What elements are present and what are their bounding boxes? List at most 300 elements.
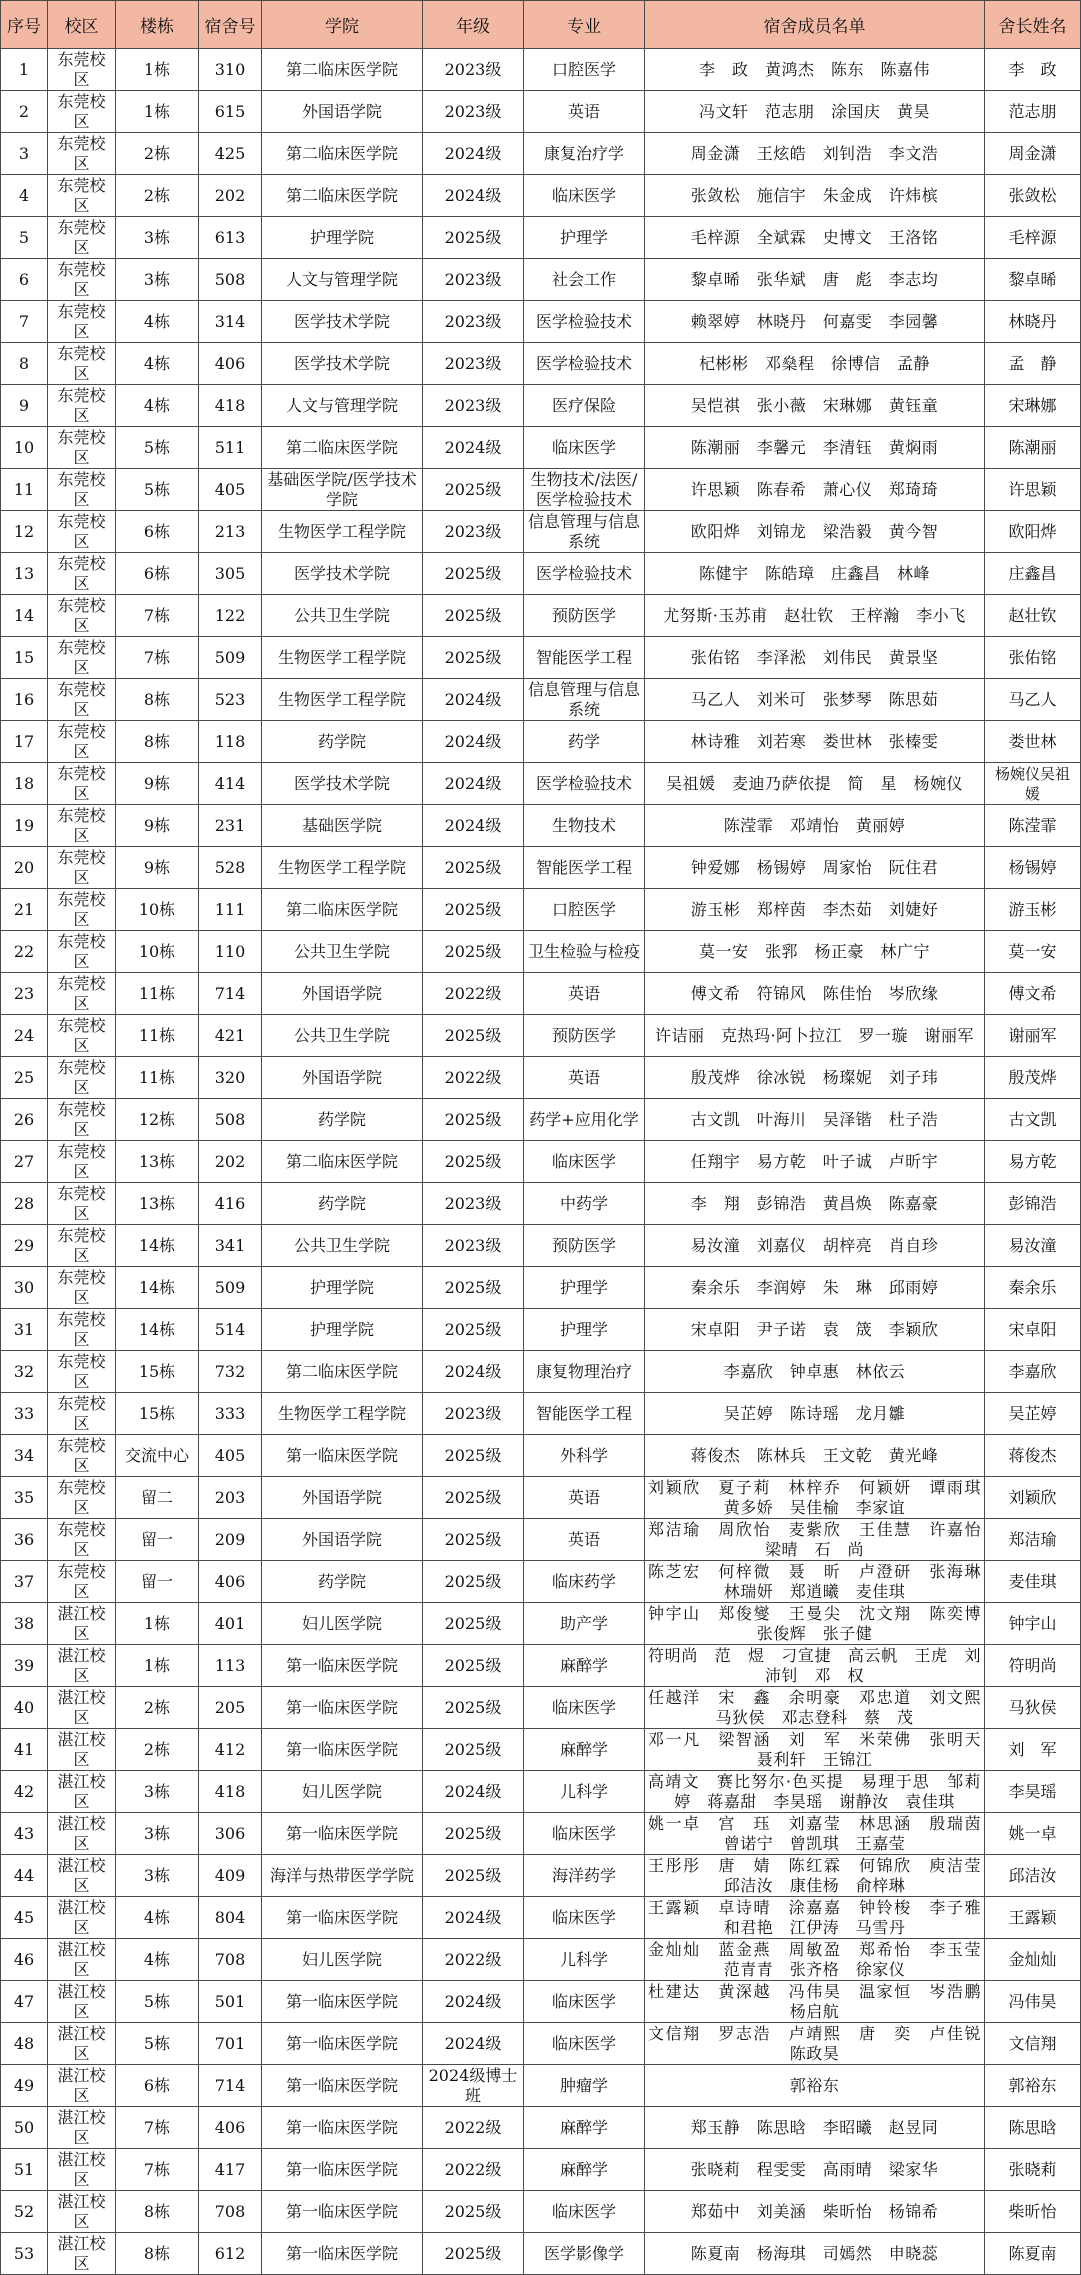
table-row [1,847,1081,889]
grade-cell: 2025级 [423,931,524,973]
college-cell: 基础医学院 [262,805,423,847]
campus-cell: 东莞校区 [48,343,116,385]
members-cell: 蒋俊杰 陈林兵 王文乾 黄光峰 [645,1435,985,1477]
members-cell: 游玉彬 郑梓茵 李杰茹 刘婕好 [645,889,985,931]
members-cell: 郭裕东 [645,2065,985,2107]
table-row [1,469,1081,511]
building-cell: 6栋 [116,553,199,595]
major-cell: 预防医学 [524,1015,645,1057]
leader-cell: 郑洁瑜 [985,1519,1081,1561]
major-cell: 生物技术 [524,805,645,847]
campus-cell: 湛江校区 [48,2107,116,2149]
table-row [1,721,1081,763]
grade-cell: 2025级 [423,847,524,889]
grade-cell: 2025级 [423,1561,524,1603]
building-cell: 2栋 [116,175,199,217]
table-row [1,1099,1081,1141]
college-cell: 第一临床医学院 [262,1435,423,1477]
building-cell: 1栋 [116,49,199,91]
major-cell: 麻醉学 [524,2149,645,2191]
building-cell: 5栋 [116,1981,199,2023]
table-row [1,1141,1081,1183]
college-cell: 生物医学工程学院 [262,1393,423,1435]
building-cell: 11栋 [116,1015,199,1057]
room-cell: 202 [199,1141,262,1183]
table-row [1,91,1081,133]
room-cell: 425 [199,133,262,175]
col-header-leader: 舍长姓名 [985,1,1081,49]
row-index: 47 [1,1981,48,2023]
grade-cell: 2025级 [423,469,524,511]
table-row [1,889,1081,931]
room-cell: 409 [199,1855,262,1897]
college-cell: 公共卫生学院 [262,1225,423,1267]
campus-cell: 东莞校区 [48,553,116,595]
leader-cell: 彭锦浩 [985,1183,1081,1225]
grade-cell: 2025级 [423,1519,524,1561]
row-index: 12 [1,511,48,553]
room-cell: 511 [199,427,262,469]
table-row [1,595,1081,637]
major-cell: 临床医学 [524,427,645,469]
table-row [1,2107,1081,2149]
grade-cell: 2025级 [423,1687,524,1729]
row-index: 9 [1,385,48,427]
major-cell: 麻醉学 [524,2107,645,2149]
building-cell: 6栋 [116,2065,199,2107]
major-cell: 卫生检验与检疫 [524,931,645,973]
room-cell: 708 [199,2191,262,2233]
leader-cell: 王露颖 [985,1897,1081,1939]
table-row [1,1939,1081,1981]
campus-cell: 东莞校区 [48,889,116,931]
campus-cell: 东莞校区 [48,511,116,553]
room-cell: 714 [199,973,262,1015]
room-cell: 509 [199,637,262,679]
room-cell: 528 [199,847,262,889]
room-cell: 418 [199,1771,262,1813]
members-cell: 杜建达 黄深越 冯伟昊 温家恒 岑浩鹏 杨启航 [645,1981,985,2023]
campus-cell: 东莞校区 [48,49,116,91]
room-cell: 205 [199,1687,262,1729]
col-header-building: 楼栋 [116,1,199,49]
campus-cell: 湛江校区 [48,1813,116,1855]
campus-cell: 东莞校区 [48,1057,116,1099]
table-row [1,1351,1081,1393]
grade-cell: 2022级 [423,973,524,1015]
building-cell: 10栋 [116,889,199,931]
campus-cell: 湛江校区 [48,1939,116,1981]
major-cell: 护理学 [524,1267,645,1309]
building-cell: 留一 [116,1561,199,1603]
campus-cell: 东莞校区 [48,1267,116,1309]
campus-cell: 东莞校区 [48,385,116,427]
leader-cell: 张晓莉 [985,2149,1081,2191]
campus-cell: 东莞校区 [48,175,116,217]
major-cell: 信息管理与信息系统 [524,679,645,721]
college-cell: 药学院 [262,1561,423,1603]
room-cell: 412 [199,1729,262,1771]
building-cell: 12栋 [116,1099,199,1141]
room-cell: 231 [199,805,262,847]
building-cell: 2栋 [116,1729,199,1771]
grade-cell: 2025级 [423,1645,524,1687]
college-cell: 医学技术学院 [262,301,423,343]
campus-cell: 东莞校区 [48,1435,116,1477]
campus-cell: 东莞校区 [48,259,116,301]
leader-cell: 殷茂烨 [985,1057,1081,1099]
college-cell: 第二临床医学院 [262,175,423,217]
college-cell: 生物医学工程学院 [262,679,423,721]
room-cell: 310 [199,49,262,91]
building-cell: 交流中心 [116,1435,199,1477]
grade-cell: 2023级 [423,49,524,91]
campus-cell: 东莞校区 [48,847,116,889]
campus-cell: 东莞校区 [48,1477,116,1519]
row-index: 8 [1,343,48,385]
table-row [1,1981,1081,2023]
room-cell: 615 [199,91,262,133]
table-row [1,1435,1081,1477]
row-index: 52 [1,2191,48,2233]
building-cell: 8栋 [116,721,199,763]
college-cell: 外国语学院 [262,91,423,133]
building-cell: 3栋 [116,1813,199,1855]
room-cell: 401 [199,1603,262,1645]
grade-cell: 2025级 [423,1141,524,1183]
college-cell: 妇儿医学院 [262,1603,423,1645]
grade-cell: 2024级 [423,1981,524,2023]
major-cell: 临床医学 [524,1981,645,2023]
table-row [1,259,1081,301]
campus-cell: 东莞校区 [48,427,116,469]
campus-cell: 东莞校区 [48,1141,116,1183]
row-index: 5 [1,217,48,259]
campus-cell: 东莞校区 [48,1351,116,1393]
campus-cell: 东莞校区 [48,1225,116,1267]
major-cell: 英语 [524,1519,645,1561]
grade-cell: 2024级 [423,721,524,763]
col-header-members: 宿舍成员名单 [645,1,985,49]
building-cell: 7栋 [116,2149,199,2191]
row-index: 15 [1,637,48,679]
members-cell: 刘颖欣 夏子莉 林梓乔 何颖妍 谭雨琪 黄多娇 吴佳榆 李家谊 [645,1477,985,1519]
row-index: 2 [1,91,48,133]
building-cell: 4栋 [116,1897,199,1939]
grade-cell: 2022级 [423,1939,524,1981]
members-cell: 任越洋 宋 鑫 余明豪 邓忠道 刘文熙 马狄侯 邓志登科 蔡 茂 [645,1687,985,1729]
campus-cell: 东莞校区 [48,1309,116,1351]
members-cell: 杞彬彬 邓燊程 徐博信 孟静 [645,343,985,385]
leader-cell: 符明尚 [985,1645,1081,1687]
campus-cell: 东莞校区 [48,721,116,763]
row-index: 6 [1,259,48,301]
campus-cell: 东莞校区 [48,1183,116,1225]
campus-cell: 湛江校区 [48,2065,116,2107]
leader-cell: 柴昕怡 [985,2191,1081,2233]
members-cell: 宋卓阳 尹子诺 袁 筬 李颖欣 [645,1309,985,1351]
leader-cell: 吴芷婷 [985,1393,1081,1435]
major-cell: 儿科学 [524,1771,645,1813]
table-row [1,1519,1081,1561]
room-cell: 701 [199,2023,262,2065]
leader-cell: 林晓丹 [985,301,1081,343]
building-cell: 3栋 [116,1855,199,1897]
room-cell: 514 [199,1309,262,1351]
major-cell: 药学+应用化学 [524,1099,645,1141]
campus-cell: 东莞校区 [48,217,116,259]
table-row [1,385,1081,427]
row-index: 34 [1,1435,48,1477]
campus-cell: 东莞校区 [48,1519,116,1561]
building-cell: 8栋 [116,2233,199,2275]
leader-cell: 易汝潼 [985,1225,1081,1267]
members-cell: 陈滢霏 邓靖怡 黄丽婷 [645,805,985,847]
room-cell: 406 [199,1561,262,1603]
row-index: 17 [1,721,48,763]
major-cell: 临床医学 [524,1813,645,1855]
members-cell: 李嘉欣 钟卓惠 林依云 [645,1351,985,1393]
table-row [1,763,1081,805]
table-row [1,1309,1081,1351]
campus-cell: 东莞校区 [48,763,116,805]
building-cell: 14栋 [116,1267,199,1309]
table-row [1,931,1081,973]
leader-cell: 麦佳琪 [985,1561,1081,1603]
members-cell: 高靖文 赛比努尔·色买提 易理于思 邹莉婷 蒋嘉甜 李昊瑶 谢静汝 袁佳琪 [645,1771,985,1813]
building-cell: 7栋 [116,2107,199,2149]
leader-cell: 毛梓源 [985,217,1081,259]
major-cell: 助产学 [524,1603,645,1645]
grade-cell: 2024级 [423,679,524,721]
major-cell: 生物技术/法医/医学检验技术 [524,469,645,511]
college-cell: 医学技术学院 [262,763,423,805]
leader-cell: 郭裕东 [985,2065,1081,2107]
major-cell: 医学检验技术 [524,763,645,805]
leader-cell: 文信翔 [985,2023,1081,2065]
members-cell: 傅文希 符锦风 陈佳怡 岑欣缘 [645,973,985,1015]
leader-cell: 娄世林 [985,721,1081,763]
leader-cell: 宋卓阳 [985,1309,1081,1351]
building-cell: 10栋 [116,931,199,973]
table-row [1,427,1081,469]
col-header-campus: 校区 [48,1,116,49]
table-row [1,217,1081,259]
table-row [1,511,1081,553]
college-cell: 基础医学院/医学技术学院 [262,469,423,511]
grade-cell: 2024级 [423,1351,524,1393]
college-cell: 海洋与热带医学学院 [262,1855,423,1897]
college-cell: 第二临床医学院 [262,49,423,91]
table-row [1,133,1081,175]
building-cell: 留二 [116,1477,199,1519]
members-cell: 冯文轩 范志朋 涂国庆 黄昊 [645,91,985,133]
leader-cell: 刘颖欣 [985,1477,1081,1519]
col-header-major: 专业 [524,1,645,49]
major-cell: 肿瘤学 [524,2065,645,2107]
room-cell: 708 [199,1939,262,1981]
major-cell: 康复物理治疗 [524,1351,645,1393]
leader-cell: 蒋俊杰 [985,1435,1081,1477]
table-row [1,805,1081,847]
row-index: 3 [1,133,48,175]
major-cell: 医学检验技术 [524,343,645,385]
leader-cell: 陈夏南 [985,2233,1081,2275]
grade-cell: 2023级 [423,511,524,553]
campus-cell: 湛江校区 [48,1603,116,1645]
room-cell: 213 [199,511,262,553]
members-cell: 许思颖 陈春希 萧心仪 郑琦琦 [645,469,985,511]
members-cell: 张敛松 施信宇 朱金成 许炜槟 [645,175,985,217]
leader-cell: 赵壮钦 [985,595,1081,637]
members-cell: 莫一安 张郛 杨正豪 林广宁 [645,931,985,973]
table-row [1,2149,1081,2191]
major-cell: 临床药学 [524,1561,645,1603]
building-cell: 1栋 [116,1603,199,1645]
room-cell: 406 [199,2107,262,2149]
row-index: 11 [1,469,48,511]
table-row [1,1729,1081,1771]
members-cell: 张晓莉 程雯雯 高雨晴 梁家华 [645,2149,985,2191]
college-cell: 妇儿医学院 [262,1771,423,1813]
building-cell: 4栋 [116,385,199,427]
row-index: 4 [1,175,48,217]
room-cell: 732 [199,1351,262,1393]
members-cell: 秦余乐 李润婷 朱 琳 邱雨婷 [645,1267,985,1309]
grade-cell: 2024级 [423,1771,524,1813]
members-cell: 毛梓源 全斌霖 史博文 王洛铭 [645,217,985,259]
row-index: 19 [1,805,48,847]
leader-cell: 许思颖 [985,469,1081,511]
row-index: 7 [1,301,48,343]
row-index: 51 [1,2149,48,2191]
row-index: 27 [1,1141,48,1183]
members-cell: 李 政 黄鸿杰 陈东 陈嘉伟 [645,49,985,91]
leader-cell: 陈滢霏 [985,805,1081,847]
leader-cell: 莫一安 [985,931,1081,973]
building-cell: 15栋 [116,1351,199,1393]
building-cell: 7栋 [116,595,199,637]
row-index: 31 [1,1309,48,1351]
leader-cell: 周金潇 [985,133,1081,175]
row-index: 46 [1,1939,48,1981]
row-index: 1 [1,49,48,91]
major-cell: 智能医学工程 [524,637,645,679]
room-cell: 118 [199,721,262,763]
building-cell: 9栋 [116,805,199,847]
members-cell: 许诘丽 克热玛·阿卜拉江 罗一璇 谢丽军 [645,1015,985,1057]
members-cell: 郑玉静 陈思晗 李昭曦 赵昱同 [645,2107,985,2149]
table-row [1,1267,1081,1309]
major-cell: 预防医学 [524,1225,645,1267]
row-index: 26 [1,1099,48,1141]
row-index: 16 [1,679,48,721]
members-cell: 吴芷婷 陈诗瑶 龙月雛 [645,1393,985,1435]
table-row [1,1855,1081,1897]
major-cell: 临床医学 [524,1687,645,1729]
room-cell: 418 [199,385,262,427]
table-row [1,679,1081,721]
leader-cell: 游玉彬 [985,889,1081,931]
major-cell: 医学检验技术 [524,301,645,343]
grade-cell: 2024级 [423,175,524,217]
building-cell: 2栋 [116,133,199,175]
table-row [1,1603,1081,1645]
row-index: 43 [1,1813,48,1855]
row-index: 42 [1,1771,48,1813]
col-header-college: 学院 [262,1,423,49]
building-cell: 14栋 [116,1225,199,1267]
major-cell: 信息管理与信息系统 [524,511,645,553]
major-cell: 临床医学 [524,2191,645,2233]
members-cell: 邓一凡 梁智涵 刘 军 米荣佛 张明天 聂利轩 王锦江 [645,1729,985,1771]
row-index: 36 [1,1519,48,1561]
college-cell: 第二临床医学院 [262,427,423,469]
room-cell: 203 [199,1477,262,1519]
grade-cell: 2025级 [423,595,524,637]
table-row [1,1393,1081,1435]
leader-cell: 冯伟昊 [985,1981,1081,2023]
row-index: 22 [1,931,48,973]
leader-cell: 钟宇山 [985,1603,1081,1645]
members-cell: 郑洁瑜 周欣怡 麦紫欣 王佳慧 许嘉怡 梁晴 石 尚 [645,1519,985,1561]
table-row [1,1813,1081,1855]
major-cell: 临床医学 [524,1141,645,1183]
major-cell: 儿科学 [524,1939,645,1981]
campus-cell: 东莞校区 [48,133,116,175]
college-cell: 外国语学院 [262,1477,423,1519]
members-cell: 钟宇山 郑俊燮 王曼尖 沈文翔 陈奕博 张俊辉 张子健 [645,1603,985,1645]
campus-cell: 东莞校区 [48,973,116,1015]
row-index: 25 [1,1057,48,1099]
room-cell: 405 [199,469,262,511]
college-cell: 第一临床医学院 [262,1897,423,1939]
building-cell: 3栋 [116,217,199,259]
members-cell: 陈夏南 杨海琪 司嫣然 申晓蕊 [645,2233,985,2275]
major-cell: 智能医学工程 [524,847,645,889]
major-cell: 中药学 [524,1183,645,1225]
leader-cell: 陈思晗 [985,2107,1081,2149]
campus-cell: 东莞校区 [48,1561,116,1603]
college-cell: 第一临床医学院 [262,2023,423,2065]
room-cell: 509 [199,1267,262,1309]
building-cell: 4栋 [116,1939,199,1981]
building-cell: 15栋 [116,1393,199,1435]
room-cell: 305 [199,553,262,595]
leader-cell: 秦余乐 [985,1267,1081,1309]
members-cell: 马乙人 刘米可 张梦琴 陈思茹 [645,679,985,721]
room-cell: 113 [199,1645,262,1687]
members-cell: 文信翔 罗志浩 卢靖熙 唐 奕 卢佳锐 陈政昊 [645,2023,985,2065]
leader-cell: 陈潮丽 [985,427,1081,469]
campus-cell: 东莞校区 [48,805,116,847]
building-cell: 6栋 [116,511,199,553]
leader-cell: 刘 军 [985,1729,1081,1771]
members-cell: 金灿灿 蓝金燕 周敏盈 郑希怡 李玉莹 范青青 张齐格 徐家仪 [645,1939,985,1981]
grade-cell: 2024级 [423,427,524,469]
room-cell: 209 [199,1519,262,1561]
room-cell: 406 [199,343,262,385]
building-cell: 2栋 [116,1687,199,1729]
building-cell: 5栋 [116,2023,199,2065]
room-cell: 314 [199,301,262,343]
building-cell: 1栋 [116,1645,199,1687]
members-cell: 任翔宇 易方乾 叶子诚 卢昕宇 [645,1141,985,1183]
table-row [1,1897,1081,1939]
header-row [1,1,1081,49]
table-row [1,301,1081,343]
room-cell: 110 [199,931,262,973]
